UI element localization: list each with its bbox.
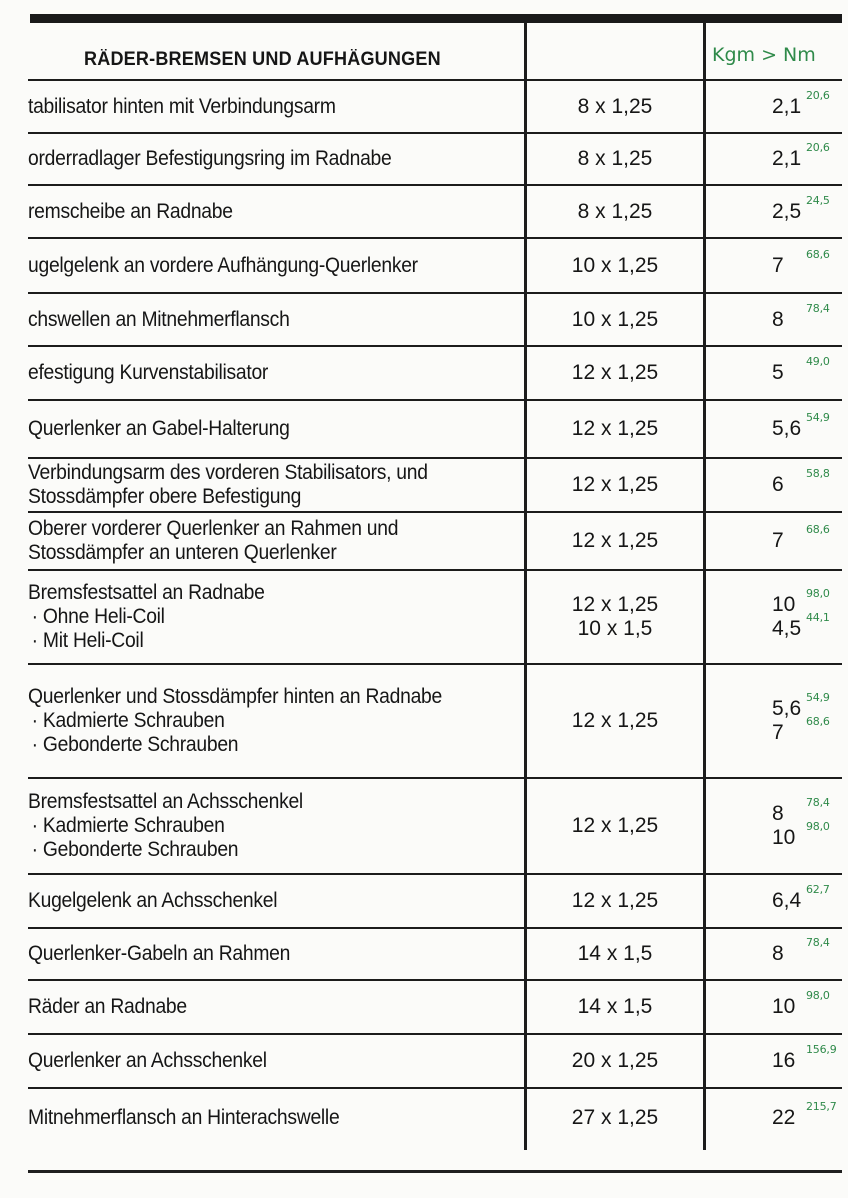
description-line: Stossdämpfer an unteren Querlenker (28, 541, 337, 564)
torque-line (772, 467, 842, 497)
torque-kgm: 6,4 (772, 889, 802, 912)
torque-kgm: 10 (772, 995, 796, 1018)
row-description (28, 293, 482, 346)
thread-value: 12 x 1,25 (571, 361, 659, 384)
torque-nm-handwritten: 215,7 (806, 1100, 837, 1113)
thread-value: 14 x 1,5 (577, 942, 653, 965)
torque-nm-handwritten: 54,9 (806, 411, 830, 424)
thread-value: 12 x 1,25 (571, 417, 659, 440)
thread-size (526, 133, 704, 185)
thread-value: 10 x 1,25 (571, 253, 659, 277)
row-description (28, 185, 482, 238)
row-description (28, 664, 482, 778)
torque-value (772, 1088, 842, 1148)
torque-kgm: 6 (772, 473, 784, 496)
torque-value (772, 400, 842, 458)
description-line: Kugelgelenk an Achsschenkel (28, 889, 278, 912)
torque-nm-handwritten: 68,6 (806, 247, 830, 261)
torque-nm-handwritten: 54,9 (806, 691, 830, 704)
torque-kgm: 22 (772, 1106, 796, 1129)
description-line: remscheibe an Radnabe (28, 199, 233, 223)
description-line: Räder an Radnabe (28, 995, 187, 1018)
torque-nm-handwritten: 20,6 (806, 88, 830, 102)
thread-value: 8 x 1,25 (577, 199, 653, 223)
torque-value (772, 874, 842, 928)
row-description (28, 400, 482, 458)
thread-size (526, 512, 704, 570)
row-description (28, 80, 482, 133)
thread-size (526, 185, 704, 238)
torque-nm-handwritten: 156,9 (806, 1043, 837, 1056)
torque-value (772, 133, 842, 185)
torque-line (772, 411, 842, 441)
description-line: ugelgelenk an vordere Aufhängung-Querlenker (28, 253, 418, 277)
torque-nm-handwritten: 62,7 (806, 883, 830, 896)
torque-nm-handwritten: 78,4 (806, 796, 830, 809)
description-line: Querlenker und Stossdämpfer hinten an Radnabe (28, 685, 442, 708)
torque-line (772, 883, 842, 913)
thread-size (526, 980, 704, 1034)
torque-kgm: 2,1 (772, 147, 802, 170)
thread-size (526, 238, 704, 293)
torque-value (772, 80, 842, 133)
torque-value (772, 512, 842, 570)
torque-nm-handwritten: 78,4 (806, 936, 830, 949)
thread-value: 12 x 1,25 (571, 529, 659, 552)
torque-value (772, 980, 842, 1034)
unit-conversion-note: Kgm > Nm (712, 44, 816, 66)
description-line: · Kadmierte Schrauben (31, 814, 225, 837)
torque-nm-handwritten: 98,0 (806, 587, 830, 600)
torque-kgm: 10 (772, 593, 796, 616)
description-line: efestigung Kurvenstabilisator (28, 361, 269, 384)
bottom-border (28, 1170, 842, 1173)
torque-kgm: 5,6 (772, 697, 802, 720)
thread-size (526, 293, 704, 346)
torque-nm-handwritten: 44,1 (806, 611, 830, 624)
thread-size (526, 664, 704, 778)
thread-size (526, 400, 704, 458)
thread-value: 12 x 1,25 (571, 473, 659, 496)
thread-size (526, 458, 704, 512)
row-description (28, 346, 482, 400)
torque-nm-handwritten: 68,6 (806, 715, 830, 728)
torque-kgm: 4,5 (772, 617, 802, 640)
thread-size (526, 874, 704, 928)
torque-kgm: 16 (772, 1049, 796, 1072)
thread-size (526, 570, 704, 664)
torque-kgm: 7 (772, 253, 784, 277)
torque-kgm: 2,1 (772, 94, 802, 118)
torque-kgm: 8 (772, 942, 784, 965)
row-description (28, 238, 482, 293)
description-line: · Mit Heli-Coil (31, 629, 144, 652)
thread-size (526, 80, 704, 133)
torque-line (772, 715, 842, 745)
torque-nm-handwritten: 49,0 (806, 355, 830, 368)
thread-value: 8 x 1,25 (577, 94, 653, 118)
row-description (28, 133, 482, 185)
description-line: Stossdämpfer obere Befestigung (28, 485, 302, 508)
row-description (28, 980, 482, 1034)
torque-nm-handwritten: 58,8 (806, 467, 830, 480)
torque-line (772, 1100, 842, 1130)
torque-kgm: 8 (772, 802, 784, 825)
row-description (28, 928, 482, 980)
torque-nm-handwritten: 24,5 (806, 193, 830, 207)
torque-line (772, 523, 842, 553)
torque-kgm: 5 (772, 361, 784, 384)
thread-value: 20 x 1,25 (571, 1049, 659, 1072)
torque-line (772, 989, 842, 1019)
description-line: Querlenker an Gabel-Halterung (28, 417, 290, 440)
torque-value (772, 570, 842, 664)
thread-size (526, 928, 704, 980)
torque-nm-handwritten: 98,0 (806, 820, 830, 833)
thread-value: 10 x 1,5 (577, 617, 653, 640)
torque-value (772, 346, 842, 400)
thread-size (526, 1088, 704, 1148)
torque-value (772, 293, 842, 346)
torque-value (772, 664, 842, 778)
description-line: Bremsfestsattel an Achsschenkel (28, 790, 303, 813)
row-description (28, 458, 482, 512)
torque-value (772, 185, 842, 238)
torque-line (772, 193, 842, 224)
description-line: chswellen an Mitnehmerflansch (28, 307, 290, 331)
torque-kgm: 10 (772, 826, 796, 849)
description-line: Bremsfestsattel an Radnabe (28, 581, 265, 604)
torque-nm-handwritten: 20,6 (806, 141, 830, 154)
torque-nm-handwritten: 68,6 (806, 523, 830, 536)
torque-kgm: 7 (772, 529, 784, 552)
torque-nm-handwritten: 78,4 (806, 301, 830, 315)
torque-line (772, 1043, 842, 1073)
thread-value: 8 x 1,25 (577, 147, 653, 170)
torque-kgm: 2,5 (772, 199, 802, 223)
thread-value: 10 x 1,25 (571, 307, 659, 331)
torque-line (772, 820, 842, 850)
torque-value (772, 1034, 842, 1088)
thread-value: 12 x 1,25 (571, 709, 659, 732)
torque-kgm: 8 (772, 307, 784, 331)
thread-size (526, 346, 704, 400)
thread-size (526, 778, 704, 874)
torque-kgm: 7 (772, 721, 784, 744)
torque-line (772, 247, 842, 278)
description-line: tabilisator hinten mit Verbindungsarm (28, 94, 336, 118)
torque-line (772, 611, 842, 641)
description-line: Oberer vorderer Querlenker an Rahmen und (28, 517, 399, 540)
row-description (28, 874, 482, 928)
torque-value (772, 238, 842, 293)
thread-value: 27 x 1,25 (571, 1106, 659, 1129)
torque-line (772, 355, 842, 385)
row-description (28, 512, 482, 570)
torque-line (772, 88, 842, 119)
row-description (28, 570, 482, 664)
description-line: Mitnehmerflansch an Hinterachswelle (28, 1106, 340, 1129)
torque-line (772, 936, 842, 966)
table-title: RÄDER-BREMSEN UND AUFHÄGUNGEN (84, 49, 441, 70)
top-border (30, 14, 842, 23)
description-line: orderradlager Befestigungsring im Radnabe (28, 147, 392, 170)
row-description (28, 1034, 482, 1088)
torque-value (772, 778, 842, 874)
thread-value: 12 x 1,25 (571, 593, 659, 616)
description-line: · Gebonderte Schrauben (31, 733, 239, 756)
row-description (28, 1088, 482, 1148)
torque-value (772, 928, 842, 980)
thread-value: 14 x 1,5 (577, 995, 653, 1018)
torque-line (772, 301, 842, 332)
description-line: · Ohne Heli-Coil (31, 605, 165, 628)
thread-value: 12 x 1,25 (571, 889, 659, 912)
torque-value (772, 458, 842, 512)
torque-nm-handwritten: 98,0 (806, 989, 830, 1002)
description-line: · Kadmierte Schrauben (31, 709, 225, 732)
thread-size (526, 1034, 704, 1088)
description-line: Querlenker-Gabeln an Rahmen (28, 942, 291, 965)
thread-value: 12 x 1,25 (571, 814, 659, 837)
torque-kgm: 5,6 (772, 417, 802, 440)
description-line: Verbindungsarm des vorderen Stabilisators, und (28, 461, 428, 484)
description-line: Querlenker an Achsschenkel (28, 1049, 267, 1072)
torque-line (772, 141, 842, 171)
row-description (28, 778, 482, 874)
description-line: · Gebonderte Schrauben (31, 838, 239, 861)
